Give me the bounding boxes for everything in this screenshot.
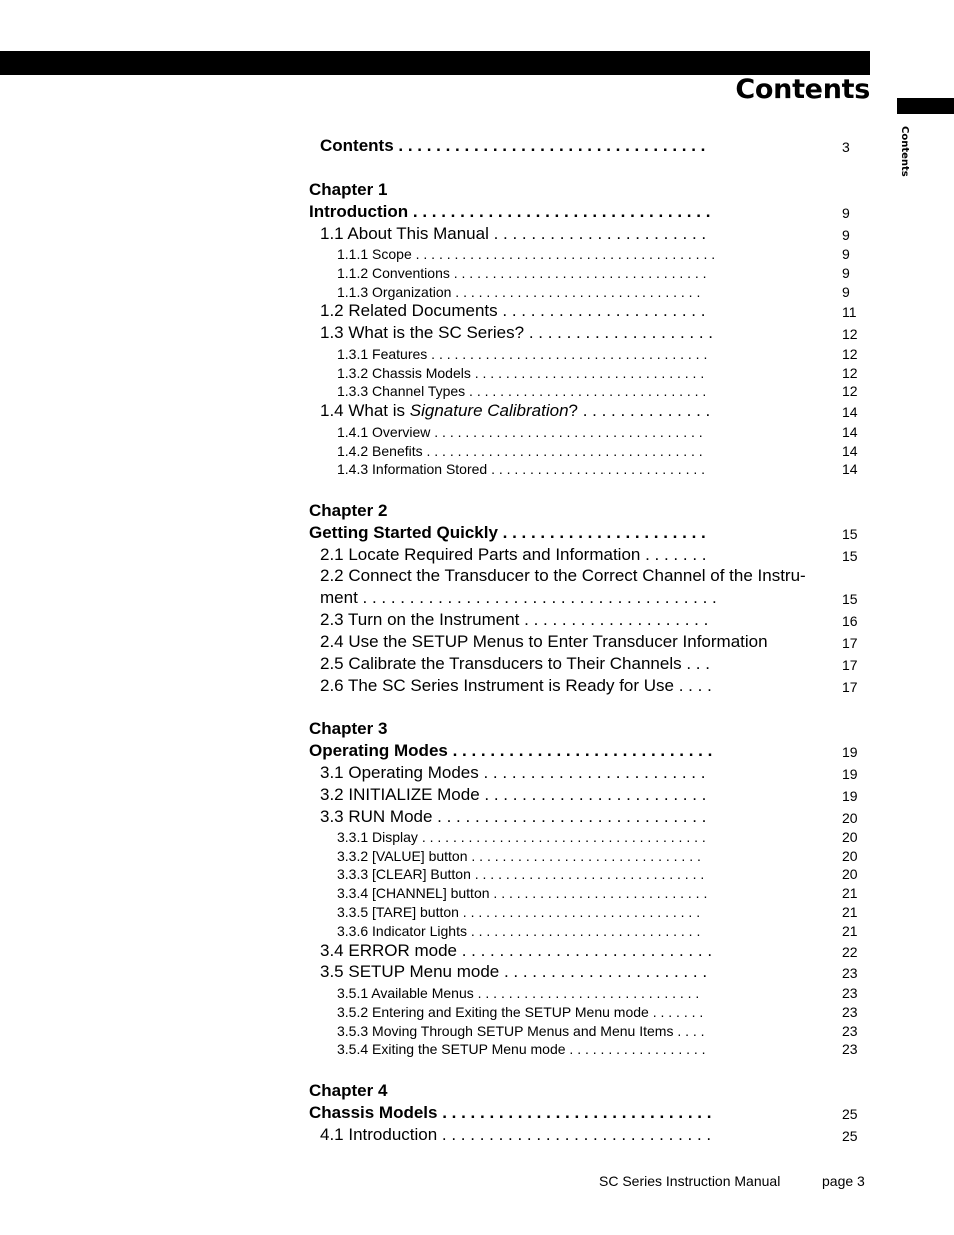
toc-entry-text: 4.1 Introduction . . . . . . . . . . . . . . . . . . . . . . . . . . . . . [320,1125,712,1144]
toc-entry-text: Operating Modes . . . . . . . . . . . . . . . . . . . . . . . . . . . . [309,741,713,760]
toc-page-number: 9 [842,246,850,262]
toc-page-number: 16 [842,613,858,629]
toc-page-number: 20 [842,866,858,882]
toc-entry-text: 2.4 Use the SETUP Menus to Enter Transducer Information [320,632,768,651]
toc-page-number: 12 [842,383,858,399]
toc-entry-text: ment . . . . . . . . . . . . . . . . . . . . . . . . . . . . . . . . . . . . . . [320,588,717,607]
toc-page-number: 22 [842,944,858,960]
page-title: Contents [735,74,870,105]
toc-entry-text: 1.3.1 Features . . . . . . . . . . . . . . . . . . . . . . . . . . . . . . . . . . . . [337,346,708,362]
toc-page-number: 9 [842,227,850,243]
toc-entry-text: Getting Started Quickly . . . . . . . . . . . . . . . . . . . . . . [309,523,706,542]
footer-page-number: page 3 [822,1173,865,1189]
toc-page-number: 3 [842,139,850,155]
toc-page-number: 23 [842,965,858,981]
toc-page-number: 14 [842,443,858,459]
chapter-heading: Chapter 3 [309,719,388,738]
toc-entry-text: 2.1 Locate Required Parts and Information . . . . . . . [320,545,707,564]
toc-entry-text: 1.4.1 Overview . . . . . . . . . . . . . . . . . . . . . . . . . . . . . . . . . . . [337,424,703,440]
toc-entry-text: 3.4 ERROR mode . . . . . . . . . . . . . . . . . . . . . . . . . . . [320,941,713,960]
toc-page-number: 14 [842,404,858,420]
toc-entry-text: 1.4 What is Signature Calibration? . . . . . . . . . . . . . . [320,401,711,420]
toc-page-number: 15 [842,526,858,542]
toc-entry-text: 1.1 About This Manual . . . . . . . . . . . . . . . . . . . . . . . [320,224,707,243]
toc-entry-text: 2.3 Turn on the Instrument . . . . . . . . . . . . . . . . . . . . [320,610,709,629]
toc-page-number: 11 [842,304,857,320]
toc-page-number: 9 [842,284,850,300]
toc-entry-text: 3.5.4 Exiting the SETUP Menu mode . . . . . . . . . . . . . . . . . . [337,1041,706,1057]
toc-entry-text: 1.1.2 Conventions . . . . . . . . . . . . . . . . . . . . . . . . . . . . . . . . . [337,265,707,281]
toc-entry-text: 1.2 Related Documents . . . . . . . . . . . . . . . . . . . . . . [320,301,706,320]
toc-page-number: 21 [842,885,858,901]
toc-page-number: 9 [842,265,850,281]
toc-page-number: 17 [842,657,858,673]
toc-page-number: 19 [842,788,858,804]
toc-page-number: 14 [842,424,858,440]
toc-entry-text: 1.4.2 Benefits . . . . . . . . . . . . . . . . . . . . . . . . . . . . . . . . . . . . [337,443,703,459]
toc-entry-text: 3.5.3 Moving Through SETUP Menus and Menu Items . . . . [337,1023,705,1039]
toc-entry-text: 2.6 The SC Series Instrument is Ready for Use . . . . [320,676,712,695]
toc-page-number: 20 [842,848,858,864]
toc-page-number: 25 [842,1106,858,1122]
toc-entry-text: 3.3.1 Display . . . . . . . . . . . . . . . . . . . . . . . . . . . . . . . . . . . . . [337,829,706,845]
footer-manual-title: SC Series Instruction Manual [599,1173,781,1189]
toc-page-number: 19 [842,766,858,782]
toc-page-number: 12 [842,326,858,342]
toc-entry-text: 3.5 SETUP Menu mode . . . . . . . . . . . . . . . . . . . . . . [320,962,708,981]
toc-page-number: 21 [842,923,858,939]
toc-entry-text: 1.3.2 Chassis Models . . . . . . . . . . . . . . . . . . . . . . . . . . . . . . [337,365,705,381]
toc-entry-text: 1.4.3 Information Stored . . . . . . . . . . . . . . . . . . . . . . . . . . . . [337,461,706,477]
chapter-heading: Chapter 2 [309,501,388,520]
toc-page-number: 25 [842,1128,858,1144]
emphasis-text: Signature Calibration [409,401,569,420]
toc-entry-text: 1.1.3 Organization . . . . . . . . . . . . . . . . . . . . . . . . . . . . . . . . [337,284,701,300]
toc-entry-text: 3.3.5 [TARE] button . . . . . . . . . . . . . . . . . . . . . . . . . . . . . . . [337,904,701,920]
toc-entry-text: 3.5.1 Available Menus . . . . . . . . . . . . . . . . . . . . . . . . . . . . . [337,985,700,1001]
toc-entry-text: Introduction . . . . . . . . . . . . . . . . . . . . . . . . . . . . . . . . [309,202,711,221]
toc-entry-text: 3.3.4 [CHANNEL] button . . . . . . . . . . . . . . . . . . . . . . . . . . . . [337,885,708,901]
toc-entry-text: Chassis Models . . . . . . . . . . . . . . . . . . . . . . . . . . . . . [309,1103,712,1122]
toc-page-number: 23 [842,1023,858,1039]
toc-page-number: 12 [842,365,858,381]
toc-entry-text: 1.3.3 Channel Types . . . . . . . . . . . . . . . . . . . . . . . . . . . . . . . [337,383,707,399]
toc-page-number: 17 [842,635,858,651]
toc-entry-text: 3.2 INITIALIZE Mode . . . . . . . . . . . . . . . . . . . . . . . . [320,785,707,804]
toc-page-number: 9 [842,205,850,221]
side-tab-label: Contents [899,126,910,177]
toc-page-number: 15 [842,591,858,607]
toc-page-number: 23 [842,1041,858,1057]
toc-page-number: 23 [842,985,858,1001]
toc-page-number: 14 [842,461,858,477]
toc-entry-text: 3.3.3 [CLEAR] Button . . . . . . . . . . . . . . . . . . . . . . . . . . . . . . [337,866,705,882]
toc-entry-text: 2.2 Connect the Transducer to the Correct Channel of the Instru- [320,566,806,585]
toc-page-number: 15 [842,548,858,564]
toc-page-number: 20 [842,810,858,826]
chapter-heading: Chapter 4 [309,1081,388,1100]
toc-entry-text: Contents . . . . . . . . . . . . . . . . . . . . . . . . . . . . . . . . . [320,136,706,155]
toc-entry-text: 3.1 Operating Modes . . . . . . . . . . . . . . . . . . . . . . . . [320,763,706,782]
toc-page-number: 19 [842,744,858,760]
toc-entry-text: 1.1.1 Scope . . . . . . . . . . . . . . . . . . . . . . . . . . . . . . . . . . . . . . . [337,246,716,262]
chapter-heading: Chapter 1 [309,180,388,199]
toc-entry-text: 3.3 RUN Mode . . . . . . . . . . . . . . . . . . . . . . . . . . . . . [320,807,707,826]
toc-page-number: 20 [842,829,858,845]
toc-entry-text: 2.5 Calibrate the Transducers to Their Channels . . . [320,654,710,673]
toc-page-number: 21 [842,904,858,920]
toc-entry-text: 3.3.2 [VALUE] button . . . . . . . . . . . . . . . . . . . . . . . . . . . . . . [337,848,701,864]
toc-entry-text: 1.3 What is the SC Series? . . . . . . . . . . . . . . . . . . . . [320,323,714,342]
toc-page-number: 12 [842,346,858,362]
toc-entry-text: 3.3.6 Indicator Lights . . . . . . . . . . . . . . . . . . . . . . . . . . . . . . [337,923,701,939]
toc-page-number: 17 [842,679,858,695]
toc-page-number: 23 [842,1004,858,1020]
toc-entry-text: 3.5.2 Entering and Exiting the SETUP Menu mode . . . . . . . [337,1004,704,1020]
